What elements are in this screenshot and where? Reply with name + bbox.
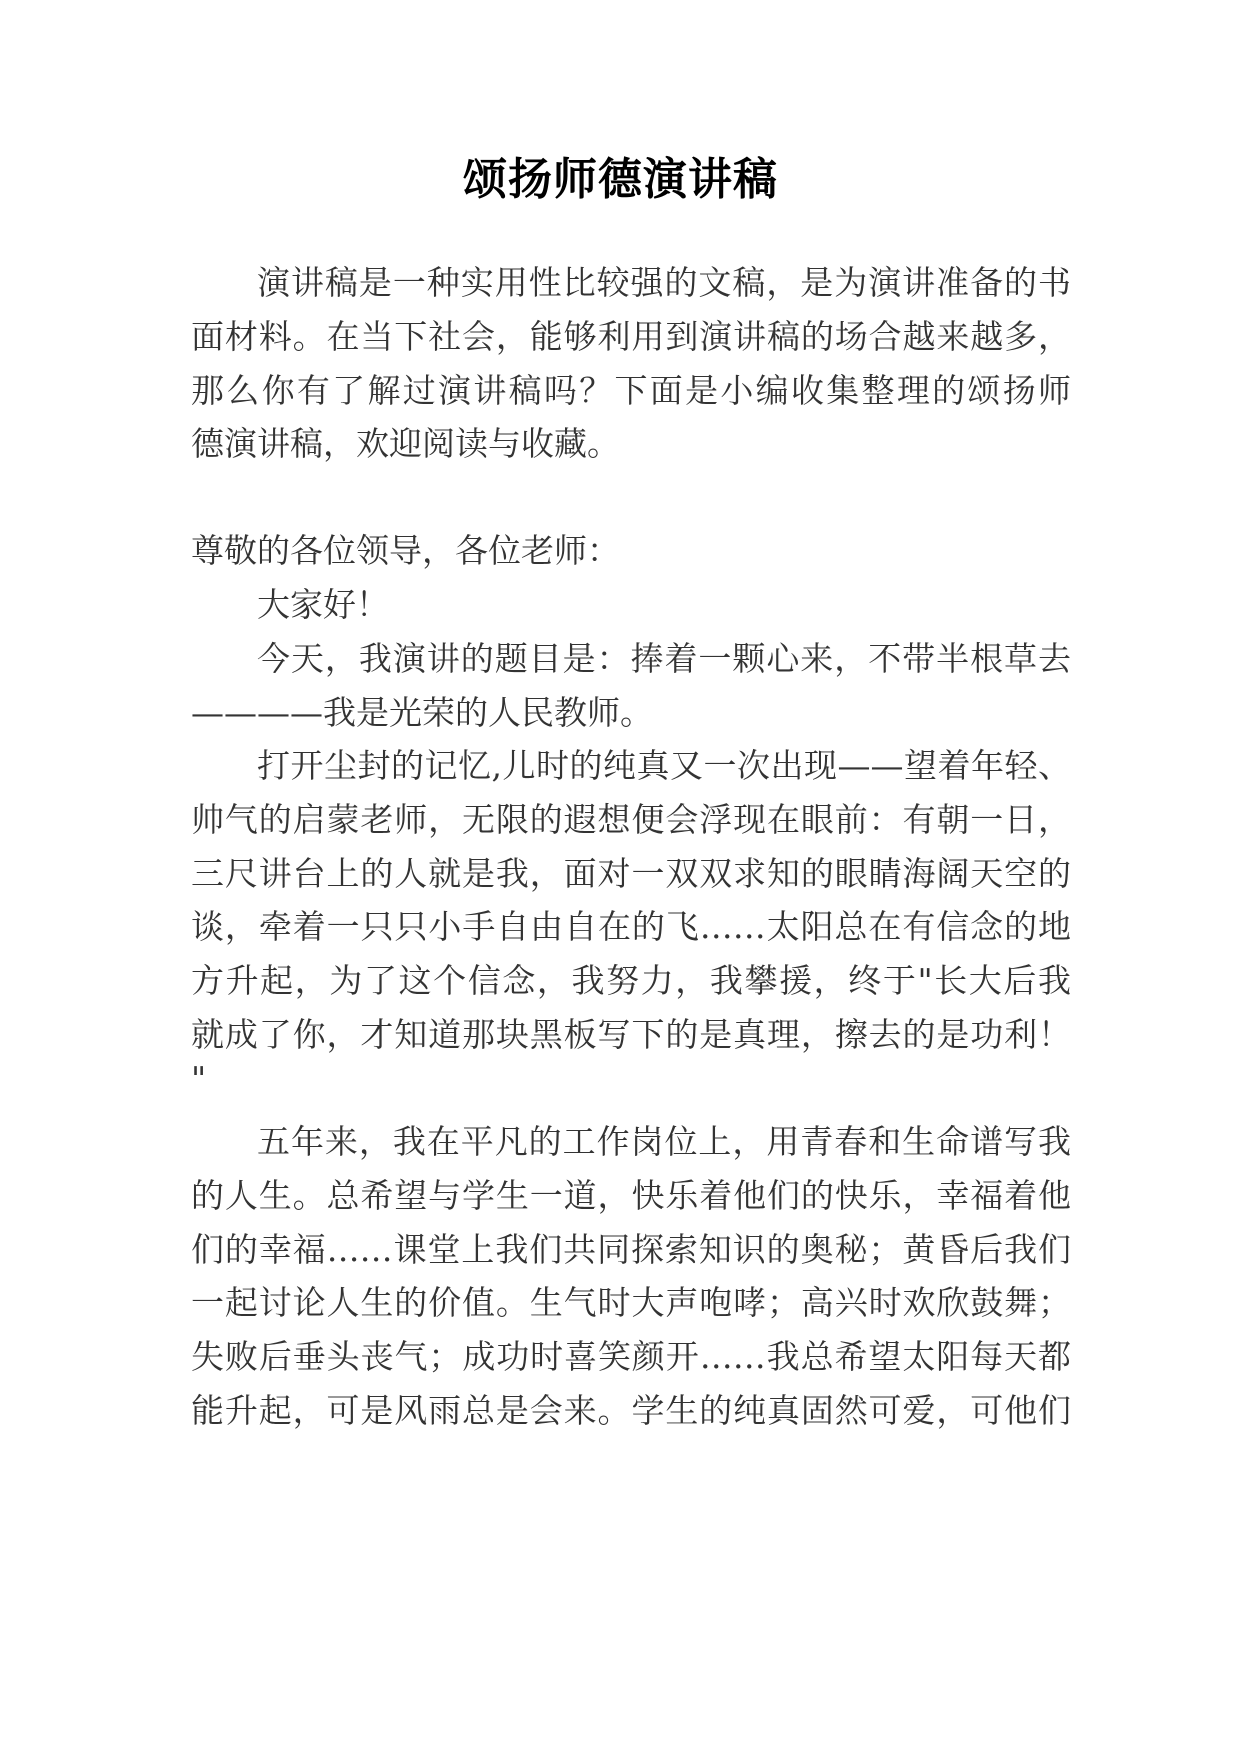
speech-line-13: 一起讨论人生的价值。生气时大声咆哮；高兴时欢欣鼓舞； bbox=[191, 1283, 1071, 1322]
speech-line-3: 打开尘封的记忆,儿时的纯真又一次出现——望着年轻、 bbox=[257, 746, 1071, 785]
speech-line-4: 帅气的启蒙老师，无限的遐想便会浮现在眼前：有朝一日， bbox=[191, 800, 1071, 839]
intro-line-2: 面材料。在当下社会，能够利用到演讲稿的场合越来越多， bbox=[191, 317, 1071, 356]
speech-line-15: 能升起，可是风雨总是会来。学生的纯真固然可爱，可他们 bbox=[191, 1391, 1071, 1430]
intro-line-4: 德演讲稿，欢迎阅读与收藏。 bbox=[191, 424, 620, 463]
speech-line-9: " bbox=[191, 1059, 207, 1098]
speech-line-6: 谈，牵着一只只小手自由自在的飞……太阳总在有信念的地 bbox=[191, 907, 1071, 946]
document-title: 颂扬师德演讲稿 bbox=[463, 154, 778, 205]
speech-line-7: 方升起，为了这个信念，我努力，我攀援，终于"长大后我 bbox=[191, 961, 1071, 1000]
intro-line-1: 演讲稿是一种实用性比较强的文稿，是为演讲准备的书 bbox=[257, 263, 1071, 302]
speech-line-11: 的人生。总希望与学生一道，快乐着他们的快乐，幸福着他 bbox=[191, 1176, 1071, 1215]
speech-line-14: 失败后垂头丧气；成功时喜笑颜开……我总希望太阳每天都 bbox=[191, 1337, 1071, 1376]
speech-line-10: 五年来，我在平凡的工作岗位上，用青春和生命谱写我 bbox=[257, 1122, 1071, 1161]
speech-line-2: ————我是光荣的人民教师。 bbox=[191, 693, 653, 732]
speech-line-8: 就成了你，才知道那块黑板写下的是真理，擦去的是功利！ bbox=[191, 1015, 1071, 1054]
salutation-line: 尊敬的各位领导，各位老师： bbox=[191, 531, 620, 570]
speech-line-12: 们的幸福……课堂上我们共同探索知识的奥秘；黄昏后我们 bbox=[191, 1230, 1071, 1269]
speech-line-5: 三尺讲台上的人就是我，面对一双双求知的眼睛海阔天空的 bbox=[191, 854, 1071, 893]
intro-line-3: 那么你有了解过演讲稿吗？下面是小编收集整理的颂扬师 bbox=[191, 371, 1071, 410]
greeting-line: 大家好！ bbox=[257, 585, 389, 624]
speech-line-1: 今天，我演讲的题目是：捧着一颗心来，不带半根草去 bbox=[257, 639, 1071, 678]
